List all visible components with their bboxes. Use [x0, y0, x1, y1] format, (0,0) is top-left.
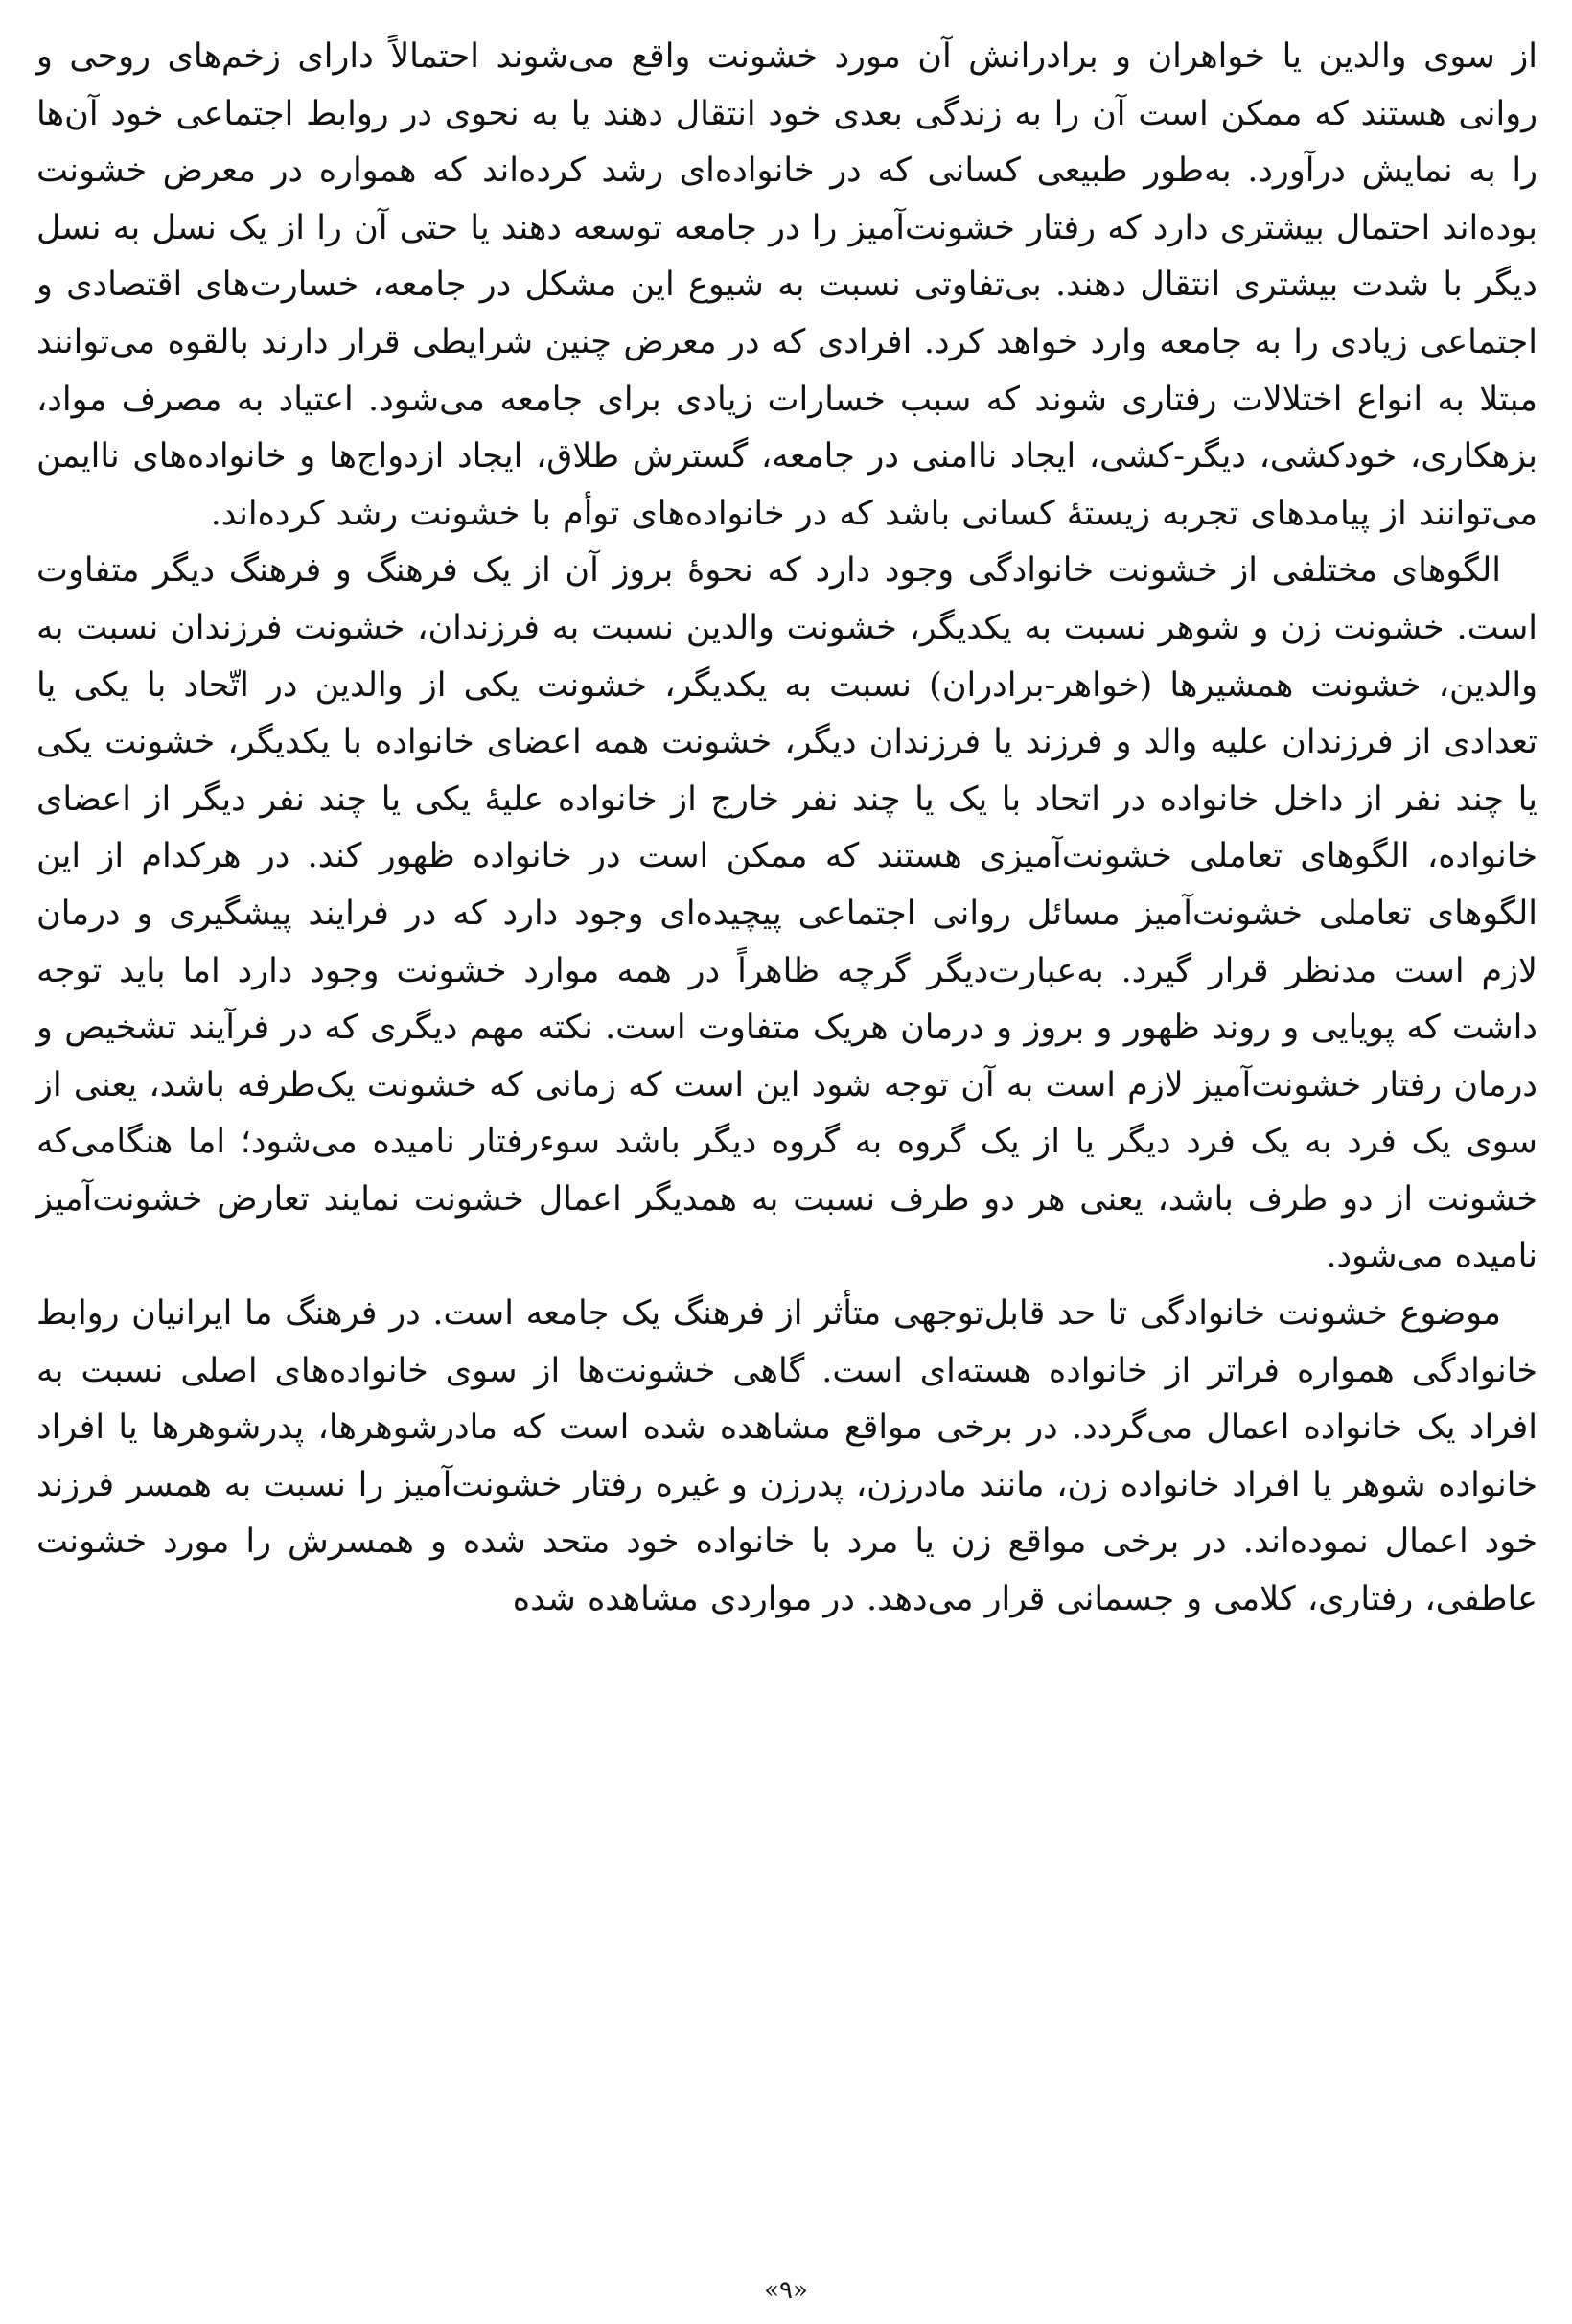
- paragraph-violence-patterns: الگوهای مختلفی از خشونت خانوادگی وجود دارد که نحوهٔ بروز آن از یک فرهنگ و فرهنگ دیگر متفاوت است. خشونت زن و شوهر نسبت به یکدیگر، خشونت والدین نسبت به فرزندان، خشونت فرزندان نسبت به والدین، خشونت همشیرها (خواهر-برادران) نسبت به یکدیگر، خشونت یکی از والدین در اتّحاد با یکی یا تعدادی از فرزندان علیه والد و فرزند یا فرزندان دیگر، خشونت همه اعضای خانواده با یکدیگر، خشونت یکی یا چند نفر از داخل خانواده در اتحاد با یک یا چند نفر خارج از خانواده علیهٔ یکی یا چند نفر دیگر از اعضای خانواده، الگوهای تعاملی خشونت‌آمیزی هستند که ممکن است در خانواده ظهور کند. در هرکدام از این الگوهای تعاملی خشونت‌آمیز مسائل روانی اجتماعی پیچیده‌ای وجود دارد که در فرایند پیشگیری و درمان لازم است مدنظر قرار گیرد. به‌عبارت‌دیگر گرچه ظاهراً در همه موارد خشونت وجود دارد اما باید توجه داشت که پویایی و روند ظهور و بروز و درمان هریک متفاوت است. نکته مهم دیگری که در فرآیند تشخیص و درمان رفتار خشونت‌آمیز لازم است به آن توجه شود این است که زمانی که خشونت یک‌طرفه باشد، یعنی از سوی یک فرد به یک فرد دیگر یا از یک گروه به گروه دیگر باشد سوء‌رفتار نامیده می‌شود؛ اما هنگامی‌که خشونت از دو طرف باشد، یعنی هر دو طرف نسبت به همدیگر اعمال خشونت نمایند تعارض خشونت‌آمیز نامیده می‌شود.: [36, 551, 1537, 1276]
- paragraph-culture-family: موضوع خشونت خانوادگی تا حد قابل‌توجهی متأثر از فرهنگ یک جامعه است. در فرهنگ ما ایرانیان روابط خانوادگی همواره فراتر از خانواده هسته‌ای است. گاهی خشونت‌ها از سوی خانواده‌های اصلی نسبت به افراد یک خانواده اعمال می‌گردد. در برخی مواقع مشاهده شده است که مادرشوهرها، پدرشوهرها یا افراد خانواده شوهر یا افراد خانواده زن، مانند مادرزن، پدرزن و غیره رفتار خشونت‌آمیز را نسبت به همسر فرزند خود اعمال نموده‌اند. در برخی مواقع زن یا مرد با خانواده خود متحد شده و همسرش را مورد خشونت عاطفی، رفتاری، کلامی و جسمانی قرار می‌دهد. در مواردی مشاهده شده: [36, 1294, 1537, 1619]
- document-body: [36, 29, 1537, 2272]
- paragraph-continuation: از سوی والدین یا خواهران و برادرانش آن مورد خشونت واقع می‌شوند احتمالاً دارای زخم‌های روحی و روانی هستند که ممکن است آن را به زندگی بعدی خود انتقال دهند یا به نحوی در روابط اجتماعی خود آن‌ها را به نمایش درآورد. به‌طور طبیعی کسانی که در خانواده‌ای رشد کرده‌اند که همواره در معرض خشونت بوده‌اند احتمال بیشتری دارد که رفتار خشونت‌آمیز را در جامعه توسعه دهند یا حتی آن را از یک نسل به نسل دیگر با شدت بیشتری انتقال دهند. بی‌تفاوتی نسبت به شیوع این مشکل در جامعه، خسارت‌های اقتصادی و اجتماعی زیادی را به جامعه وارد خواهد کرد. افرادی که در معرض چنین شرایطی قرار دارند بالقوه می‌توانند مبتلا به انواع اختلالات رفتاری شوند که سبب خسارات زیادی برای جامعه می‌شود. اعتیاد به مصرف مواد، بزهکاری، خودکشی، دیگر-کشی، ایجاد ناامنی در جامعه، گسترش طلاق، ایجاد ازدواج‌ها و خانواده‌های ناایمن می‌توانند از پیامدهای تجربه زیستهٔ کسانی باشد که در خانواده‌های توأم با خشونت رشد کرده‌اند.: [36, 37, 1537, 533]
- page-number: «۹»: [764, 2276, 808, 2305]
